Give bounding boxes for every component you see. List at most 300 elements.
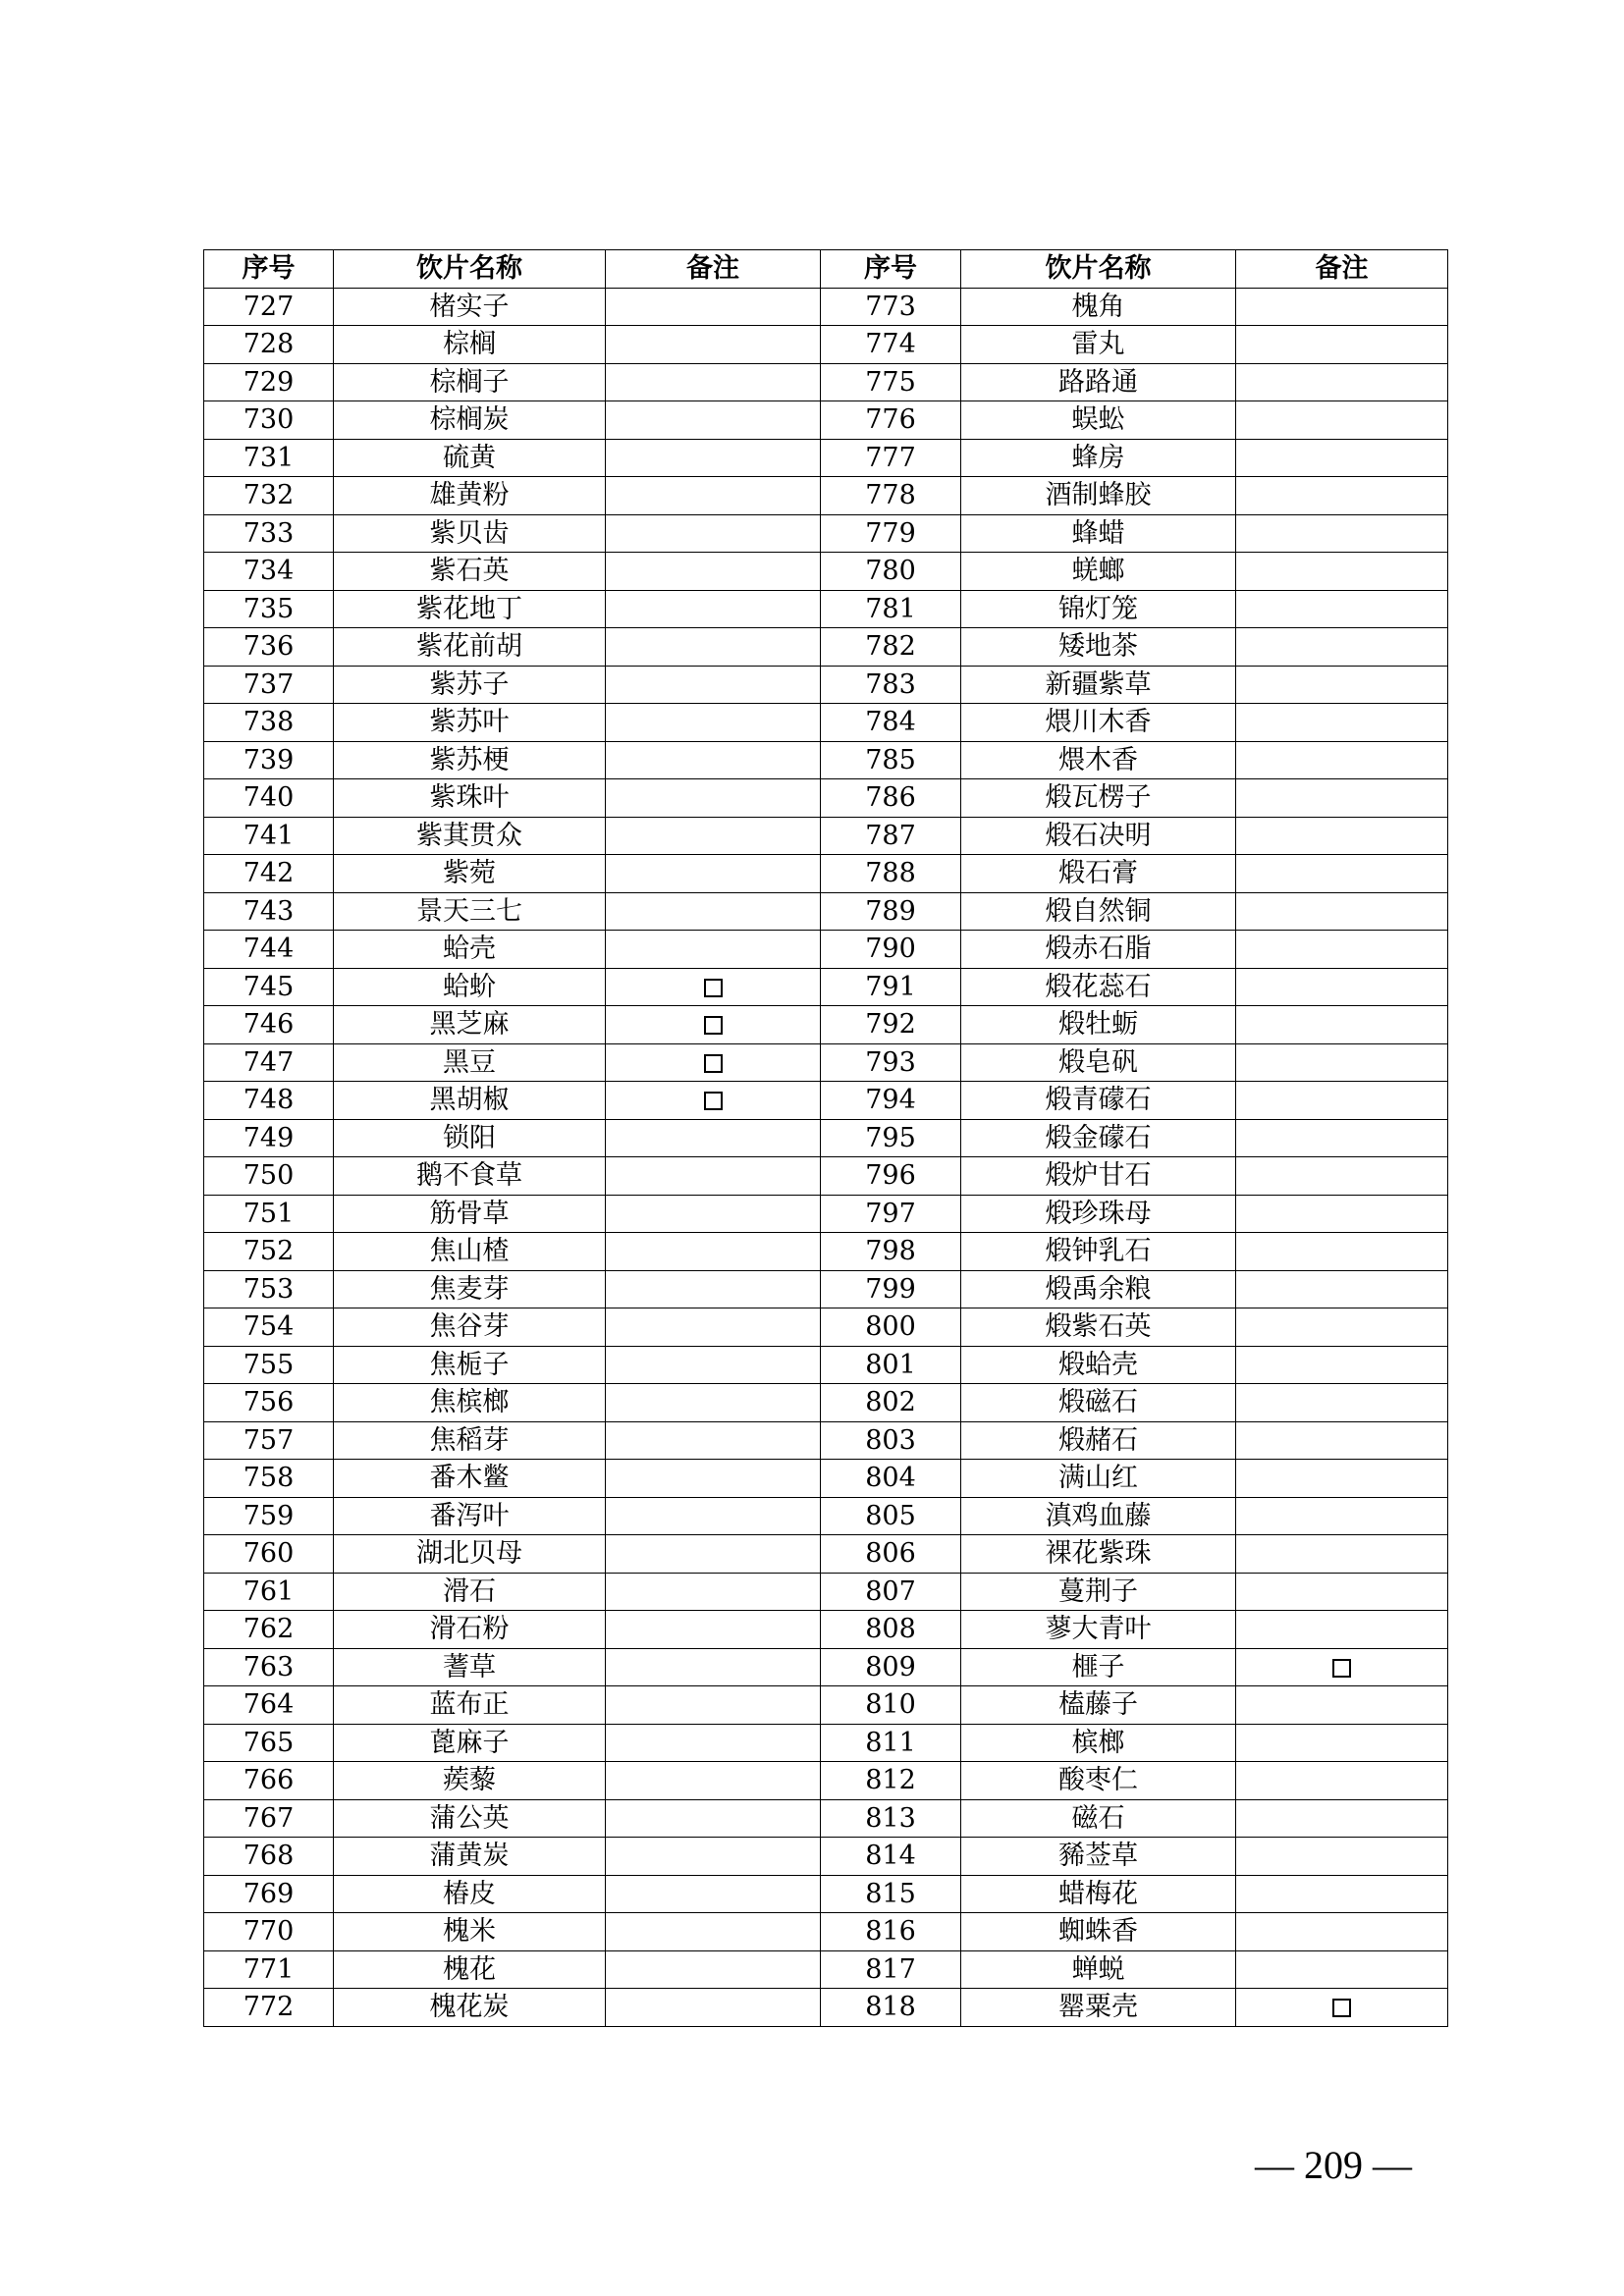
herb-name-left: 紫贝齿 (334, 514, 606, 553)
note-left (606, 704, 821, 742)
table-row (204, 288, 1448, 326)
table-row (204, 1119, 1448, 1157)
note-left (606, 401, 821, 440)
serial-right: 798 (821, 1233, 961, 1271)
serial-left: 752 (204, 1233, 334, 1271)
herb-name-left: 硫黄 (334, 439, 606, 477)
herb-name-right: 酒制蜂胶 (961, 477, 1236, 515)
checkbox-icon (704, 979, 723, 997)
serial-left: 754 (204, 1308, 334, 1347)
herb-name-right: 锦灯笼 (961, 590, 1236, 628)
herb-name-left: 蛤壳 (334, 931, 606, 969)
herb-name-right: 榼藤子 (961, 1686, 1236, 1725)
note-left (606, 1724, 821, 1762)
table-row (204, 931, 1448, 969)
table-row (204, 1270, 1448, 1308)
herb-name-right: 蜈蚣 (961, 401, 1236, 440)
serial-left: 771 (204, 1950, 334, 1989)
herb-name-left: 焦槟榔 (334, 1384, 606, 1422)
table-row (204, 1082, 1448, 1120)
header-serial-left: 序号 (204, 250, 334, 289)
herb-name-left: 焦麦芽 (334, 1270, 606, 1308)
herb-name-right: 煅牡蛎 (961, 1006, 1236, 1044)
table-row (204, 1950, 1448, 1989)
serial-left: 764 (204, 1686, 334, 1725)
note-right (1236, 1270, 1448, 1308)
table-row (204, 817, 1448, 855)
note-left (606, 439, 821, 477)
note-right (1236, 1724, 1448, 1762)
note-left (606, 1573, 821, 1611)
header-note-left: 备注 (606, 250, 821, 289)
serial-left: 741 (204, 817, 334, 855)
header-serial-right: 序号 (821, 250, 961, 289)
herb-name-left: 滑石 (334, 1573, 606, 1611)
note-right (1236, 1384, 1448, 1422)
herb-name-left: 蓝布正 (334, 1686, 606, 1725)
note-left (606, 1006, 821, 1044)
serial-left: 736 (204, 628, 334, 667)
herb-name-left: 紫花地丁 (334, 590, 606, 628)
serial-right: 774 (821, 326, 961, 364)
note-right (1236, 855, 1448, 893)
serial-right: 796 (821, 1157, 961, 1196)
herb-name-left: 槐花炭 (334, 1989, 606, 2027)
serial-right: 777 (821, 439, 961, 477)
serial-left: 753 (204, 1270, 334, 1308)
note-left (606, 1195, 821, 1233)
serial-left: 733 (204, 514, 334, 553)
herb-name-left: 筋骨草 (334, 1195, 606, 1233)
serial-left: 748 (204, 1082, 334, 1120)
page-number: — 209 — (1255, 2143, 1412, 2187)
serial-right: 817 (821, 1950, 961, 1989)
herb-name-right: 煅赭石 (961, 1421, 1236, 1460)
note-left (606, 666, 821, 704)
note-left (606, 1308, 821, 1347)
herb-name-right: 煅自然铜 (961, 892, 1236, 931)
note-left (606, 514, 821, 553)
note-right (1236, 1875, 1448, 1913)
herb-name-right: 煅钟乳石 (961, 1233, 1236, 1271)
serial-right: 809 (821, 1648, 961, 1686)
note-right (1236, 1535, 1448, 1574)
note-left (606, 1762, 821, 1800)
table-row (204, 1308, 1448, 1347)
note-left (606, 1497, 821, 1535)
herb-name-left: 雄黄粉 (334, 477, 606, 515)
header-name-right: 饮片名称 (961, 250, 1236, 289)
serial-left: 734 (204, 553, 334, 591)
serial-left: 742 (204, 855, 334, 893)
note-right (1236, 1913, 1448, 1951)
serial-left: 770 (204, 1913, 334, 1951)
herb-name-left: 蓖麻子 (334, 1724, 606, 1762)
herb-name-left: 鹅不食草 (334, 1157, 606, 1196)
herb-name-right: 满山红 (961, 1460, 1236, 1498)
herb-name-right: 矮地茶 (961, 628, 1236, 667)
note-right (1236, 1762, 1448, 1800)
note-left (606, 1799, 821, 1838)
serial-right: 784 (821, 704, 961, 742)
table-row (204, 1006, 1448, 1044)
table-row (204, 1195, 1448, 1233)
serial-left: 750 (204, 1157, 334, 1196)
table-row (204, 1686, 1448, 1725)
herb-name-left: 棕榈子 (334, 363, 606, 401)
note-right (1236, 741, 1448, 779)
note-right (1236, 477, 1448, 515)
herb-name-left: 蒺藜 (334, 1762, 606, 1800)
herb-name-left: 焦谷芽 (334, 1308, 606, 1347)
note-right (1236, 1043, 1448, 1082)
table-row (204, 1573, 1448, 1611)
note-left (606, 1950, 821, 1989)
herb-name-right: 煅石膏 (961, 855, 1236, 893)
herb-name-right: 酸枣仁 (961, 1762, 1236, 1800)
note-left (606, 1082, 821, 1120)
herb-name-right: 煅珍珠母 (961, 1195, 1236, 1233)
serial-left: 738 (204, 704, 334, 742)
serial-left: 747 (204, 1043, 334, 1082)
note-right (1236, 1346, 1448, 1384)
table-row (204, 1346, 1448, 1384)
herb-name-left: 紫石英 (334, 553, 606, 591)
table-row (204, 1913, 1448, 1951)
serial-right: 783 (821, 666, 961, 704)
note-left (606, 968, 821, 1006)
serial-right: 794 (821, 1082, 961, 1120)
herb-name-left: 焦山楂 (334, 1233, 606, 1271)
serial-right: 792 (821, 1006, 961, 1044)
note-left (606, 326, 821, 364)
herb-name-left: 紫花前胡 (334, 628, 606, 667)
serial-left: 745 (204, 968, 334, 1006)
note-left (606, 1043, 821, 1082)
note-right (1236, 401, 1448, 440)
serial-left: 749 (204, 1119, 334, 1157)
herb-name-right: 煅紫石英 (961, 1308, 1236, 1347)
herb-name-left: 锁阳 (334, 1119, 606, 1157)
table-row (204, 477, 1448, 515)
note-right (1236, 666, 1448, 704)
herb-name-right: 路路通 (961, 363, 1236, 401)
table-row (204, 1497, 1448, 1535)
note-left (606, 590, 821, 628)
serial-left: 765 (204, 1724, 334, 1762)
note-right (1236, 1686, 1448, 1725)
table-row (204, 1611, 1448, 1649)
serial-right: 816 (821, 1913, 961, 1951)
note-left (606, 1119, 821, 1157)
serial-right: 808 (821, 1611, 961, 1649)
note-right (1236, 1950, 1448, 1989)
serial-left: 760 (204, 1535, 334, 1574)
herb-name-left: 黑胡椒 (334, 1082, 606, 1120)
checkbox-icon (1332, 1999, 1351, 2017)
note-left (606, 1989, 821, 2027)
table-row (204, 666, 1448, 704)
table-row (204, 1762, 1448, 1800)
table-row (204, 553, 1448, 591)
checkbox-icon (704, 1016, 723, 1035)
serial-right: 780 (821, 553, 961, 591)
herb-name-right: 煅瓦楞子 (961, 779, 1236, 818)
note-left (606, 855, 821, 893)
table-row (204, 439, 1448, 477)
serial-right: 782 (821, 628, 961, 667)
note-right (1236, 288, 1448, 326)
table-row (204, 779, 1448, 818)
herb-name-right: 蜣螂 (961, 553, 1236, 591)
serial-left: 737 (204, 666, 334, 704)
herb-name-left: 蓍草 (334, 1648, 606, 1686)
table-row (204, 1157, 1448, 1196)
table-row (204, 1724, 1448, 1762)
note-right (1236, 1497, 1448, 1535)
serial-right: 818 (821, 1989, 961, 2027)
herb-name-right: 滇鸡血藤 (961, 1497, 1236, 1535)
herb-name-left: 滑石粉 (334, 1611, 606, 1649)
herb-name-left: 番木鳖 (334, 1460, 606, 1498)
serial-left: 759 (204, 1497, 334, 1535)
note-right (1236, 1421, 1448, 1460)
note-right (1236, 779, 1448, 818)
herb-name-right: 蜂房 (961, 439, 1236, 477)
herb-name-right: 榧子 (961, 1648, 1236, 1686)
note-right (1236, 514, 1448, 553)
herb-name-right: 罂粟壳 (961, 1989, 1236, 2027)
table-row (204, 1043, 1448, 1082)
herb-name-right: 槟榔 (961, 1724, 1236, 1762)
table-row (204, 1989, 1448, 2027)
herb-name-left: 景天三七 (334, 892, 606, 931)
serial-left: 732 (204, 477, 334, 515)
note-left (606, 1233, 821, 1271)
table-row (204, 1838, 1448, 1876)
table-row (204, 855, 1448, 893)
serial-right: 778 (821, 477, 961, 515)
serial-left: 746 (204, 1006, 334, 1044)
herb-name-right: 煅青礞石 (961, 1082, 1236, 1120)
herb-name-left: 黑芝麻 (334, 1006, 606, 1044)
note-right (1236, 817, 1448, 855)
note-right (1236, 931, 1448, 969)
herb-name-right: 蝉蜕 (961, 1950, 1236, 1989)
serial-right: 800 (821, 1308, 961, 1347)
serial-right: 803 (821, 1421, 961, 1460)
herb-name-right: 煅赤石脂 (961, 931, 1236, 969)
serial-right: 811 (821, 1724, 961, 1762)
note-left (606, 1611, 821, 1649)
herb-name-left: 椿皮 (334, 1875, 606, 1913)
serial-right: 788 (821, 855, 961, 893)
herb-name-right: 煅禹余粮 (961, 1270, 1236, 1308)
table-row (204, 1875, 1448, 1913)
serial-left: 769 (204, 1875, 334, 1913)
herb-name-right: 蜂蜡 (961, 514, 1236, 553)
serial-right: 773 (821, 288, 961, 326)
serial-left: 735 (204, 590, 334, 628)
note-right (1236, 1157, 1448, 1196)
note-left (606, 1686, 821, 1725)
serial-right: 815 (821, 1875, 961, 1913)
table-row (204, 1233, 1448, 1271)
herb-name-right: 槐角 (961, 288, 1236, 326)
herb-name-right: 豨莶草 (961, 1838, 1236, 1876)
note-right (1236, 553, 1448, 591)
note-right (1236, 1611, 1448, 1649)
herb-name-left: 湖北贝母 (334, 1535, 606, 1574)
note-right (1236, 363, 1448, 401)
note-left (606, 817, 821, 855)
serial-left: 739 (204, 741, 334, 779)
serial-left: 768 (204, 1838, 334, 1876)
serial-left: 751 (204, 1195, 334, 1233)
table-row (204, 401, 1448, 440)
serial-left: 767 (204, 1799, 334, 1838)
serial-left: 761 (204, 1573, 334, 1611)
herb-name-left: 焦稻芽 (334, 1421, 606, 1460)
note-left (606, 779, 821, 818)
note-left (606, 892, 821, 931)
serial-right: 779 (821, 514, 961, 553)
table-row (204, 892, 1448, 931)
header-name-left: 饮片名称 (334, 250, 606, 289)
herb-name-right: 蜡梅花 (961, 1875, 1236, 1913)
herb-name-left: 蛤蚧 (334, 968, 606, 1006)
herb-name-left: 蒲黄炭 (334, 1838, 606, 1876)
note-right (1236, 1989, 1448, 2027)
serial-right: 807 (821, 1573, 961, 1611)
herb-name-right: 蜘蛛香 (961, 1913, 1236, 1951)
herb-name-left: 紫菀 (334, 855, 606, 893)
header-note-right: 备注 (1236, 250, 1448, 289)
herb-name-left: 槐米 (334, 1913, 606, 1951)
herb-name-left: 紫苏叶 (334, 704, 606, 742)
serial-right: 787 (821, 817, 961, 855)
checkbox-icon (1332, 1659, 1351, 1678)
serial-left: 729 (204, 363, 334, 401)
note-right (1236, 1082, 1448, 1120)
note-left (606, 1648, 821, 1686)
serial-left: 763 (204, 1648, 334, 1686)
checkbox-icon (704, 1054, 723, 1073)
table-row (204, 741, 1448, 779)
table-row (204, 1421, 1448, 1460)
table-row (204, 628, 1448, 667)
serial-left: 755 (204, 1346, 334, 1384)
checkbox-icon (704, 1092, 723, 1110)
herb-name-left: 焦栀子 (334, 1346, 606, 1384)
herb-name-left: 紫萁贯众 (334, 817, 606, 855)
note-right (1236, 1119, 1448, 1157)
serial-left: 740 (204, 779, 334, 818)
serial-left: 743 (204, 892, 334, 931)
herb-name-left: 棕榈 (334, 326, 606, 364)
note-right (1236, 704, 1448, 742)
serial-left: 772 (204, 1989, 334, 2027)
serial-right: 802 (821, 1384, 961, 1422)
table-row (204, 514, 1448, 553)
note-right (1236, 1195, 1448, 1233)
herb-name-right: 雷丸 (961, 326, 1236, 364)
table-row (204, 1460, 1448, 1498)
note-right (1236, 1460, 1448, 1498)
serial-right: 793 (821, 1043, 961, 1082)
note-left (606, 1838, 821, 1876)
serial-right: 776 (821, 401, 961, 440)
herb-name-right: 蔓荆子 (961, 1573, 1236, 1611)
serial-right: 806 (821, 1535, 961, 1574)
note-right (1236, 1799, 1448, 1838)
herb-name-right: 新疆紫草 (961, 666, 1236, 704)
herb-name-right: 煅金礞石 (961, 1119, 1236, 1157)
herb-name-left: 槐花 (334, 1950, 606, 1989)
serial-left: 756 (204, 1384, 334, 1422)
herb-name-left: 紫珠叶 (334, 779, 606, 818)
herb-name-left: 紫苏梗 (334, 741, 606, 779)
serial-left: 728 (204, 326, 334, 364)
note-left (606, 288, 821, 326)
note-right (1236, 1006, 1448, 1044)
serial-left: 730 (204, 401, 334, 440)
serial-right: 797 (821, 1195, 961, 1233)
herb-name-left: 番泻叶 (334, 1497, 606, 1535)
serial-right: 791 (821, 968, 961, 1006)
serial-left: 744 (204, 931, 334, 969)
herb-name-right: 煅蛤壳 (961, 1346, 1236, 1384)
serial-right: 801 (821, 1346, 961, 1384)
serial-left: 766 (204, 1762, 334, 1800)
note-right (1236, 1838, 1448, 1876)
serial-right: 814 (821, 1838, 961, 1876)
serial-left: 727 (204, 288, 334, 326)
table-row (204, 363, 1448, 401)
table-row (204, 968, 1448, 1006)
note-right (1236, 1648, 1448, 1686)
serial-right: 790 (821, 931, 961, 969)
herb-name-left: 黑豆 (334, 1043, 606, 1082)
herb-name-left: 楮实子 (334, 288, 606, 326)
serial-left: 757 (204, 1421, 334, 1460)
serial-right: 810 (821, 1686, 961, 1725)
serial-right: 789 (821, 892, 961, 931)
note-right (1236, 1573, 1448, 1611)
serial-right: 805 (821, 1497, 961, 1535)
note-left (606, 628, 821, 667)
note-right (1236, 628, 1448, 667)
table-row (204, 1384, 1448, 1422)
note-right (1236, 590, 1448, 628)
note-left (606, 931, 821, 969)
note-left (606, 1270, 821, 1308)
note-right (1236, 439, 1448, 477)
herb-name-right: 煨川木香 (961, 704, 1236, 742)
note-right (1236, 326, 1448, 364)
serial-right: 781 (821, 590, 961, 628)
serial-left: 731 (204, 439, 334, 477)
serial-right: 785 (821, 741, 961, 779)
herb-name-left: 蒲公英 (334, 1799, 606, 1838)
serial-right: 775 (821, 363, 961, 401)
herb-name-right: 蓼大青叶 (961, 1611, 1236, 1649)
herbal-slices-table (203, 249, 1448, 2027)
note-right (1236, 968, 1448, 1006)
herb-name-left: 棕榈炭 (334, 401, 606, 440)
herb-name-left: 紫苏子 (334, 666, 606, 704)
herb-name-right: 磁石 (961, 1799, 1236, 1838)
